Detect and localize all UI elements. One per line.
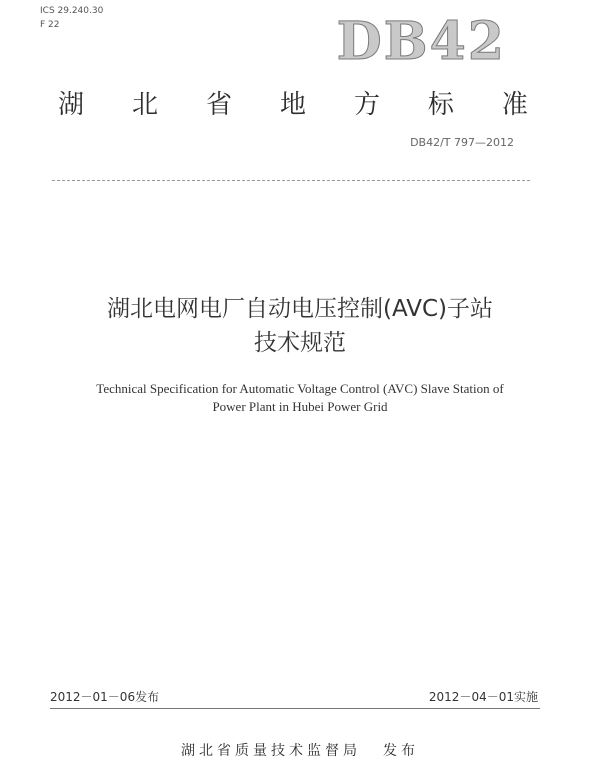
ccs-number: F 22 bbox=[40, 20, 60, 30]
title-english-line-1: Technical Specification for Automatic Voltage Control (AVC) Slave Station of bbox=[96, 381, 504, 396]
header-divider bbox=[52, 180, 530, 181]
title-chinese-line-2: 技术规范 bbox=[254, 330, 346, 356]
title-chinese bbox=[0, 292, 600, 360]
issue-date: 2012－01－06发布 bbox=[50, 690, 160, 704]
standard-type bbox=[58, 84, 528, 121]
standard-type-char: 方 bbox=[353, 90, 380, 120]
title-english bbox=[0, 380, 600, 416]
title-chinese-line-1: 湖北电网电厂自动电压控制(AVC)子站 bbox=[106, 296, 493, 322]
publisher bbox=[0, 740, 600, 760]
implementation-date: 2012－04－01实施 bbox=[428, 690, 538, 704]
title-english-line-2: Power Plant in Hubei Power Grid bbox=[212, 399, 388, 414]
standard-type-char: 标 bbox=[427, 90, 454, 120]
publisher-verb: 发布 bbox=[383, 743, 419, 759]
standard-type-char: 北 bbox=[131, 90, 158, 120]
standard-type-char: 湖 bbox=[58, 90, 85, 120]
standard-code: DB42 bbox=[336, 11, 506, 72]
ics-number: ICS 29.240.30 bbox=[40, 6, 104, 16]
standard-type-char: 准 bbox=[501, 90, 528, 120]
standard-type-char: 地 bbox=[279, 90, 306, 120]
standard-number: DB42/T 797—2012 bbox=[410, 136, 514, 149]
footer-divider bbox=[50, 708, 540, 709]
standard-type-char: 省 bbox=[205, 90, 232, 120]
publisher-name: 湖北省质量技术监督局 bbox=[181, 743, 361, 759]
